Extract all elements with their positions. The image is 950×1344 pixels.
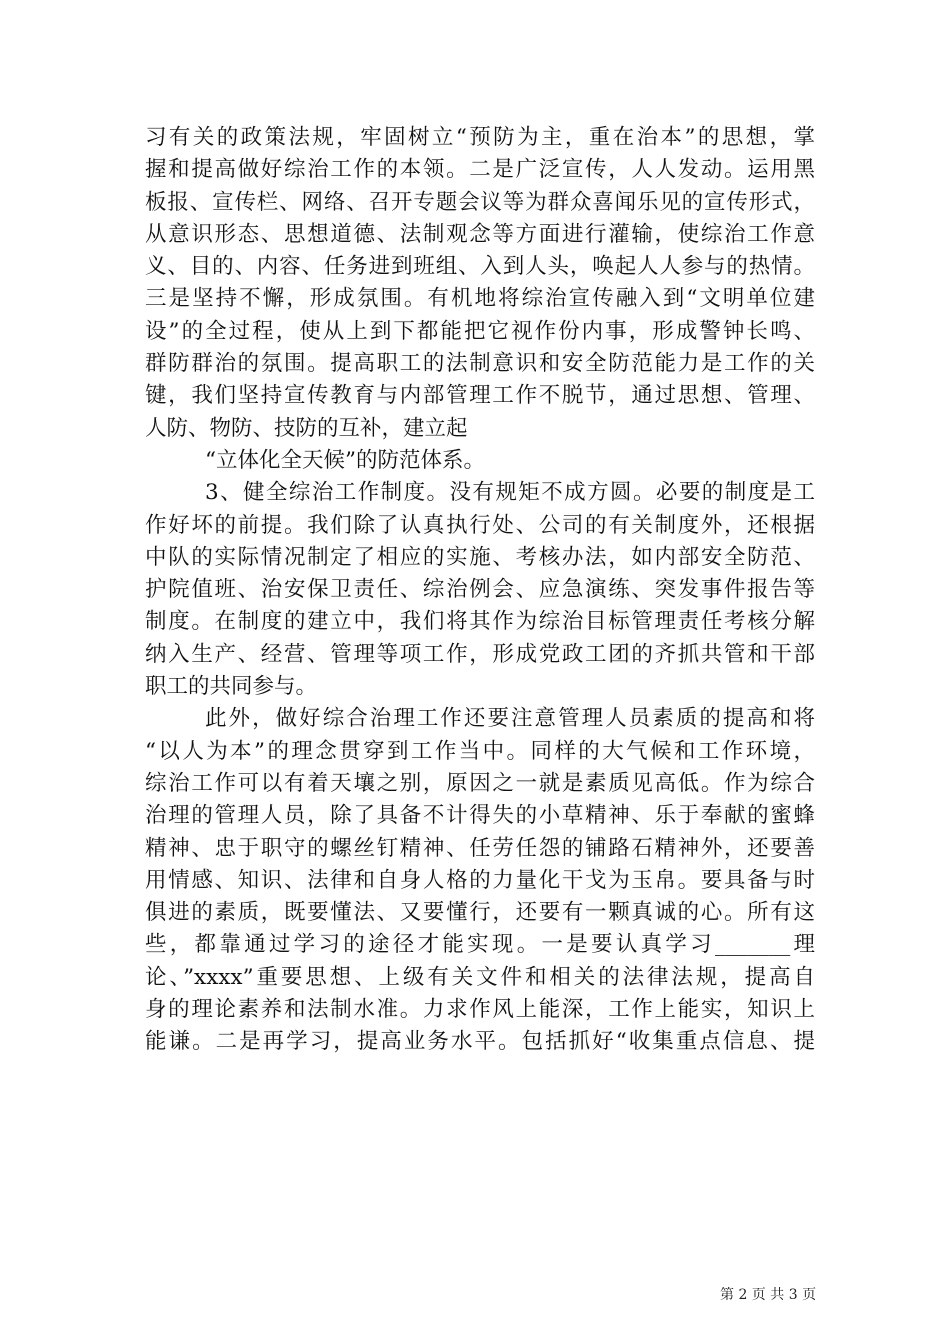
page-number-footer: 第 2 页 共 3 页 — [720, 1287, 817, 1303]
text-line: 设”的全过程，使从上到下都能把它视作份内事，形成警钟长鸣、 — [145, 318, 815, 344]
text-line: 键，我们坚持宣传教育与内部管理工作不脱节，通过思想、管理、 — [145, 383, 815, 409]
text-line: 作好坏的前提。我们除了认真执行处、公司的有关制度外，还根据 — [145, 512, 815, 538]
text-line: 身的理论素养和法制水准。力求作风上能深，工作上能实，知识上 — [145, 997, 815, 1023]
text-line: 护院值班、治安保卫责任、综治例会、应急演练、突发事件报告等 — [145, 577, 815, 603]
text-line: 群防群治的氛围。提高职工的法制意识和安全防范能力是工作的关 — [145, 351, 815, 377]
text-line: 职工的共同参与。 — [145, 674, 318, 700]
text-line: 义、目的、内容、任务进到班组、入到人头，唤起人人参与的热情。 — [145, 254, 815, 280]
text-line: 中队的实际情况制定了相应的实施、考核办法，如内部安全防范、 — [145, 544, 815, 570]
paragraph-start-line: 3、健全综治工作制度。没有规矩不成方圆。必要的制度是工 — [205, 480, 815, 506]
text-line: 习有关的政策法规，牢固树立“预防为主，重在治本”的思想，掌 — [145, 125, 815, 150]
text-line: 俱进的素质，既要懂法、又要懂行，还要有一颗真诚的心。所有这 — [145, 900, 815, 926]
text-line: 精神、忠于职守的螺丝钉精神、任劳任怨的铺路石精神外，还要善 — [145, 835, 815, 861]
text-line: “立体化全天候”的防范体系。 — [205, 447, 485, 473]
text-line: 制度。在制度的建立中，我们将其作为综治目标管理责任考核分解 — [145, 609, 815, 635]
text-line: “以人为本”的理念贯穿到工作当中。同样的大气候和工作环境， — [145, 738, 815, 764]
text-line: 板报、宣传栏、网络、召开专题会议等为群众喜闻乐见的宣传形式， — [145, 189, 815, 215]
text-line: 些，都靠通过学习的途径才能实现。一是要认真学习_______理 — [145, 932, 815, 958]
text-line: 用情感、知识、法律和自身人格的力量化干戈为玉帛。要具备与时 — [145, 867, 815, 893]
text-line: 三是坚持不懈，形成氛围。有机地将综治宣传融入到“文明单位建 — [145, 286, 815, 312]
text-line: 握和提高做好综治工作的本领。二是广泛宣传，人人发动。运用黑 — [145, 157, 815, 183]
text-line: 治理的管理人员，除了具备不计得失的小草精神、乐于奉献的蜜蜂 — [145, 803, 815, 829]
text-line: 综治工作可以有着天壤之别，原因之一就是素质见高低。作为综合 — [145, 770, 815, 796]
text-line: 纳入生产、经营、管理等项工作，形成党政工团的齐抓共管和干部 — [145, 641, 815, 667]
text-line: 能谦。二是再学习，提高业务水平。包括抓好“收集重点信息、提 — [145, 1029, 815, 1055]
document-body — [145, 122, 815, 1059]
text-line: 人防、物防、技防的互补，建立起 — [145, 415, 468, 441]
text-line: 从意识形态、思想道德、法制观念等方面进行灌输，使综治工作意 — [145, 221, 815, 247]
text-line: 论、”xxxx”重要思想、上级有关文件和相关的法律法规，提高自 — [145, 964, 815, 990]
paragraph-start-line: 此外，做好综合治理工作还要注意管理人员素质的提高和将 — [205, 706, 815, 732]
